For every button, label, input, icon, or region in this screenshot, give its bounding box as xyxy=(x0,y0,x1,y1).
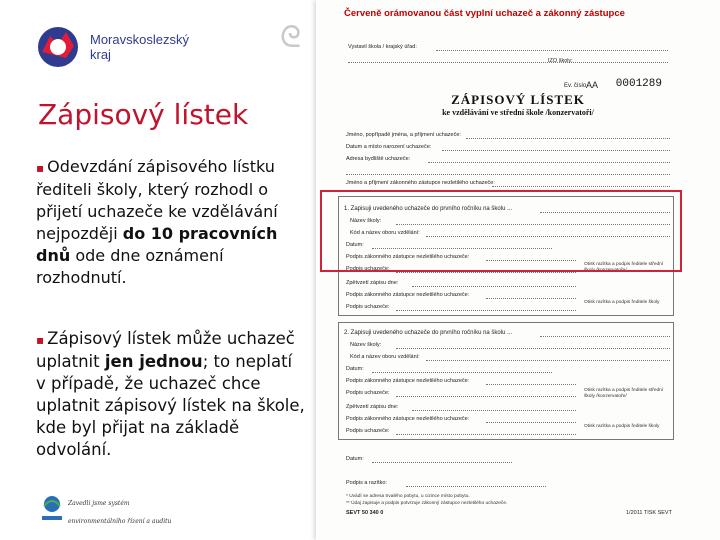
zapisovy-listek-form-image xyxy=(280,0,720,540)
slide-title: Zápisový lístek xyxy=(38,98,249,131)
section-2-note-1: Otisk razítka a podpis ředitele střední školy /konzervatoře/ xyxy=(584,388,664,399)
section-2-row-1: Název školy: xyxy=(350,342,382,348)
bullet2-text-pre: Zápisový lístek může uchazeč uplatnit xyxy=(36,329,295,371)
section-2-heading-line xyxy=(540,336,670,337)
section-2-row-2: Kód a název oboru vzdělání: xyxy=(350,354,420,360)
form-code-right: 1/2011 TISK SEVT xyxy=(626,510,672,516)
section-1-row-6-line xyxy=(412,286,576,287)
logo-text xyxy=(90,32,189,62)
section-1-note-1: Otisk razítka a podpis ředitele střední školy /konzervatoře/ xyxy=(584,262,664,273)
form-header-instruction: Červeně orámovanou část vyplní uchazeč a zákonný zástupce xyxy=(344,8,625,19)
section-2-row-5: Podpis uchazeče: xyxy=(346,390,390,396)
section-2-row-6-line xyxy=(412,410,576,411)
field-address-line xyxy=(428,162,670,163)
bottom-field-date: Datum: xyxy=(346,456,364,462)
field-address-line-2 xyxy=(346,174,670,175)
bottom-field-date-line xyxy=(372,462,512,463)
bottom-field-signature: Podpis a razítko: xyxy=(346,480,387,486)
bullet1-text-pre: Odevzdání zápisového lístku řediteli školy, který rozhodl o přijetí uchazeče ke vzdělávání nejpozději xyxy=(36,157,278,243)
field-guardian: Jméno a příjmení zákonného zástupce nezletilého uchazeče: xyxy=(346,180,495,186)
section-1-note-2: Otisk razítka a podpis ředitele školy xyxy=(584,300,660,305)
logo-line-1: Moravskoslezský xyxy=(90,32,189,47)
form-subtitle: ke vzdělávání ve střední škole /konzervatoři/ xyxy=(442,108,594,117)
section-1-row-8-line xyxy=(396,310,576,311)
footer-line-1: Zavedli jsme systém xyxy=(68,500,130,507)
serial-prefix: AA xyxy=(586,80,599,90)
section-2-row-5-line xyxy=(396,396,576,397)
section-1-row-7-line xyxy=(486,298,576,299)
section-2-row-3: Datum: xyxy=(346,366,364,372)
field-guardian-line xyxy=(492,186,670,187)
section-2-row-4: Podpis zákonného zástupce nezletilého uchazeče: xyxy=(346,378,470,384)
section-1-row-5: Podpis uchazeče: xyxy=(346,266,390,272)
red-highlight-box xyxy=(320,190,682,272)
bullet-marker-icon: ▪ xyxy=(36,161,45,175)
section-1-row-6: Zpětvzetí zápisu dne: xyxy=(346,280,399,286)
field-name: Jméno, popřípadě jména, a příjmení uchazeče: xyxy=(346,132,461,138)
logo-line-2: kraj xyxy=(90,47,111,62)
footnote-2: ** Údaj zapisuje a podpis potvrzuje zákonný zástupce nezletilého uchazeče. xyxy=(346,501,508,506)
section-2-note-2: Otisk razítka a podpis ředitele školy xyxy=(584,424,660,429)
section-1-row-5-line xyxy=(396,272,576,273)
footer-line-2: environmentálního řízení a auditu xyxy=(68,518,172,525)
footnote-1: * Uvádí se adresa trvalého pobytu, u cizince místo pobytu. xyxy=(346,494,470,499)
field-birth: Datum a místo narození uchazeče: xyxy=(346,144,432,150)
section-2-row-1-line xyxy=(396,348,670,349)
section-1-heading: 1. Zapisuji uvedeného uchazeče do prvního ročníku na školu ... xyxy=(344,206,513,212)
section-2-row-7: Podpis zákonného zástupce nezletilého uchazeče: xyxy=(346,416,470,422)
bullet-jen-jednou xyxy=(36,328,306,461)
emas-logo-icon xyxy=(40,494,64,524)
section-2-row-6: Zpětvzetí zápisu dne: xyxy=(346,404,399,410)
section-2-row-7-line xyxy=(486,422,576,423)
section-2-row-2-line xyxy=(426,360,670,361)
section-2-heading: 2. Zapisuji uvedeného uchazeče do prvního ročníku na školu ... xyxy=(344,330,513,336)
section-1-row-8: Podpis uchazeče: xyxy=(346,304,390,310)
section-1-row-1: Název školy: xyxy=(350,218,382,224)
bottom-field-signature-line xyxy=(406,486,546,487)
bullet1-text-post: ode dne oznámení rozhodnutí. xyxy=(36,246,224,287)
field-address: Adresa bydliště uchazeče: xyxy=(346,156,411,162)
form-title: ZÁPISOVÝ LÍSTEK xyxy=(451,92,585,107)
section-1-row-2: Kód a název oboru vzdělání: xyxy=(350,230,420,236)
field-name-line xyxy=(466,138,670,139)
section-1-row-7: Podpis zákonného zástupce nezletilého uchazeče: xyxy=(346,292,470,298)
bullet-marker-icon: ▪ xyxy=(36,333,45,347)
bullet-odevzdani xyxy=(36,156,296,289)
serial-label: Ev. číslo xyxy=(564,83,587,89)
bullet2-text-bold: jen jednou xyxy=(104,352,203,371)
field-school-label: Vystavil škola / krajský úřad: xyxy=(348,44,417,50)
bullet1-text-bold: do 10 pracovních dnů xyxy=(36,224,278,265)
section-1-row-4: Podpis zákonného zástupce nezletilého uchazeče: xyxy=(346,254,470,260)
section-2-row-3-line xyxy=(372,372,552,373)
serial-number: 0001289 xyxy=(615,78,662,90)
section-2-row-8-line xyxy=(396,434,576,435)
field-birth-line xyxy=(442,150,670,151)
form-code-left: SEVT 50 340 0 xyxy=(346,510,384,516)
swirl-decoration-icon: ᘓ xyxy=(280,20,302,55)
field-school-line-2 xyxy=(348,62,668,63)
field-izo-label: IZO školy: xyxy=(548,58,573,64)
section-2-row-4-line xyxy=(486,384,576,385)
field-school-line xyxy=(436,50,668,51)
section-2-row-8: Podpis uchazeče: xyxy=(346,428,390,434)
section-1-row-3: Datum: xyxy=(346,242,364,248)
bullet2-text-post: ; to neplatí v případě, že uchazeč chce uplatnit zápisový lístek na škole, kde byl přijat na základě odvolání. xyxy=(36,352,305,459)
